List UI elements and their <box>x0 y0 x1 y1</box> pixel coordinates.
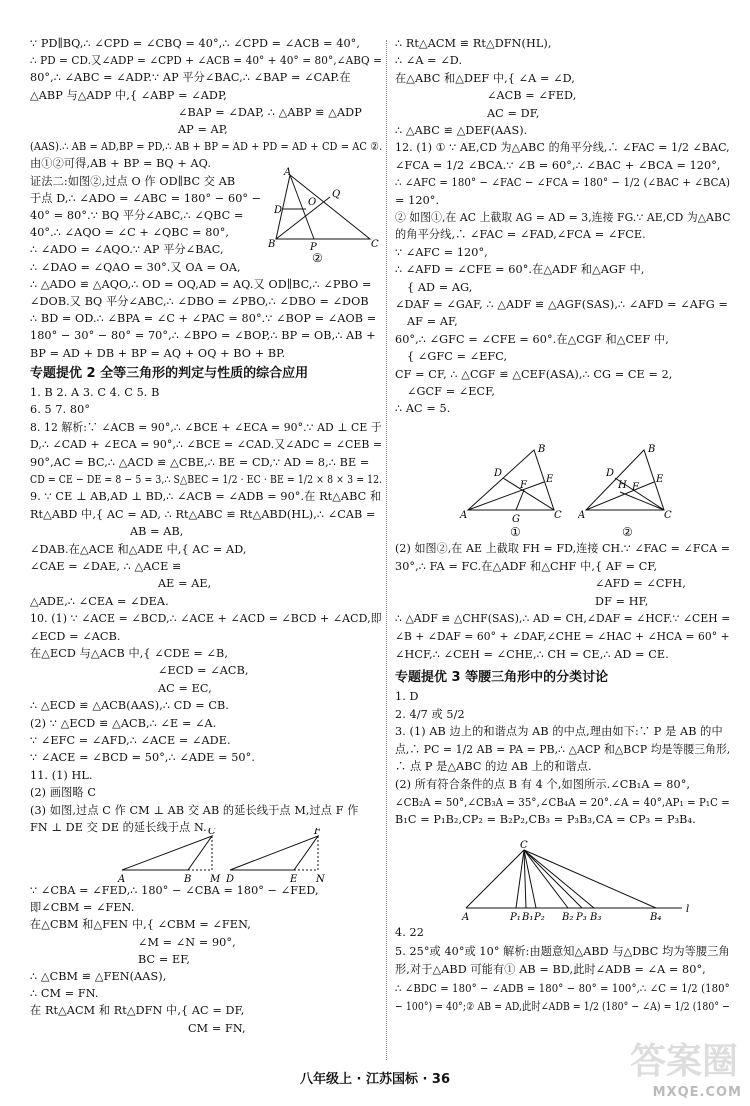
text-line: ∴ ∠A = ∠D. <box>395 54 463 68</box>
text-line: 40°.∴ ∠AQO = ∠C + ∠QBC = 80°, <box>30 226 230 240</box>
text-line: 在△ECD 与△ACB 中,{ ∠CDE = ∠B, <box>30 647 228 660</box>
page-footer: 八年级上 · 江苏国标 · 36 <box>299 1072 451 1087</box>
figure-11 <box>112 828 352 886</box>
text-line: AP = AP, <box>178 123 228 136</box>
fig-label: B₄ <box>650 912 662 923</box>
text-line: ∴ CM = FN. <box>30 987 99 1001</box>
text-line: FN ⊥ DE 交 DE 的延长线于点 N. <box>30 821 207 834</box>
text-line: ∠CB₂A = 50°,∠CB₃A = 35°,∠CB₄A = 20°.∠A = 40°,AP₁ = P₁C = <box>395 795 730 809</box>
text-line: (2) 所有符合条件的点 B 有 4 个,如图所示.∠CB₁A = 80°, <box>395 778 691 791</box>
text-line: D,∴ ∠CAD + ∠ECA = 90°,∴ ∠BCE = ∠CAD.又∠ADC = ∠CEB = <box>30 438 383 452</box>
text-line: 在△CBM 和△FEN 中,{ ∠CBM = ∠FEN, <box>30 918 251 932</box>
text-line: B₁C = P₁B₂,CP₂ = B₂P₂,CB₃ = P₃B₃,CA = CP₃ = P₃B₄. <box>395 813 696 827</box>
watermark: MXQE.COM <box>652 1085 742 1100</box>
text-line: ∠DAF = ∠GAF, ∴ △ADF ≌ △AGF(SAS),∴ ∠AFD = ∠AFG = <box>395 298 728 311</box>
text-line: ∠AFD = ∠CFH, <box>595 577 686 591</box>
fig-label: F <box>520 480 527 491</box>
fig-label: B <box>268 239 276 250</box>
fig-label: H <box>618 480 627 491</box>
text-line: ∠BAP = ∠DAP, ∴ △ABP ≌ △ADP <box>178 105 362 119</box>
text-line: − 100°) = 40°;② AB = AD,此时∠ADB = 1/2 (180° − ∠A) = 1/2 (180° − <box>395 1000 730 1013</box>
text-line: CF = CF, ∴ △CGF ≌ △CEF(ASA),∴ CG = CE = 2, <box>395 367 673 381</box>
text-line: ∠CAE = ∠DAE, ∴ △ACE ≌ <box>30 560 182 573</box>
text-line: (2) 画图略 C <box>30 786 96 800</box>
text-line: 80°,∴ ∠ABC = ∠ADP.∵ AP 平分∠BAC,∴ ∠BAP = ∠CAP.在 <box>30 71 351 85</box>
text-line: 在 Rt△ACM 和 Rt△DFN 中,{ AC = DF, <box>30 1004 245 1018</box>
text-line: { ∠GFC = ∠EFC, <box>407 350 508 364</box>
text-line: AC = EC, <box>158 681 212 695</box>
text-line: ∵ ∠AFC = 120°, <box>395 245 488 259</box>
text-line: ∴ ∠AFC = 180° − ∠FAC − ∠FCA = 180° − 1/2 (∠BAC + ∠BCA) <box>395 176 731 190</box>
text-line: ∴ ∠ADO = ∠AQO.∵ AP 平分∠BAC, <box>30 243 224 257</box>
fig-label: B <box>648 444 656 455</box>
fig-label: B <box>184 874 192 885</box>
text-line: ∠ACB = ∠FED, <box>487 89 577 103</box>
text-line: { AD = AG, <box>407 280 473 294</box>
text-line: 90°,AC = BC,∴ △ACD ≌ △CBE,∴ BE = CD,∵ AD = 8,∴ BE = <box>30 455 370 469</box>
fig-label: A <box>284 167 292 178</box>
fig-caption: ② <box>312 251 323 265</box>
text-line: 的角平分线,∴ ∠FAC = ∠FAD,∠FCA = ∠FCE. <box>395 228 646 242</box>
fig-label: D <box>226 874 235 885</box>
text-line: ∵ ∠EFC = ∠AFD,∴ ∠ACE = ∠ADE. <box>30 734 231 747</box>
text-line: DF = HF, <box>595 594 649 608</box>
fig-label: N <box>316 874 325 885</box>
section-heading: 专题提优 2 全等三角形的判定与性质的综合应用 <box>30 366 309 381</box>
text-line: 形,对于△ABD 可能有① AB = BD,此时∠ADB = ∠A = 80°, <box>395 963 706 976</box>
fig-caption: ② <box>622 525 633 539</box>
text-line: ∠FCA = 1/2 ∠BCA.∵ ∠B = 60°,∴ ∠BAC + ∠BCA = 120°, <box>395 158 721 172</box>
fig-label: B₁ <box>522 912 534 923</box>
fig-label: C <box>554 510 562 521</box>
text-line: (3) 如图,过点 C 作 CM ⊥ AB 交 AB 的延长线于点 M,过点 F 作 <box>30 803 359 817</box>
text-line: (2) 如图②,在 AE 上截取 FH = FD,连接 CH.∵ ∠FAC = ∠FCA = <box>395 542 731 555</box>
text-line: △ADE,∴ ∠CEA = ∠DEA. <box>30 594 169 608</box>
text-line: BC = EF, <box>138 952 191 966</box>
text-line: ∴ ∠AFD = ∠CFE = 60°.在△ADF 和△AGF 中, <box>395 263 645 277</box>
text-line: ∴ △ABC ≌ △DEF(AAS). <box>395 124 528 137</box>
text-line: CD = CE − DE = 8 − 5 = 3,∴ S△BEC = 1/2 · EC · BE = 1/2 × 8 × 3 = 12. <box>30 473 383 486</box>
fig-label: E <box>290 874 298 885</box>
fig-label: F <box>632 482 639 493</box>
figure-12-1 <box>458 444 568 540</box>
text-line: 5. 25°或 40°或 10° 解析:由题意知△ABD 与△DBC 均为等腰三角 <box>395 944 730 958</box>
text-line: ∠B + ∠DAF = 60° + ∠DAF,∠CHE = ∠HAC + ∠HCA = 60° + <box>395 630 730 643</box>
figure-3 <box>460 840 710 924</box>
fig-label: P <box>310 242 317 253</box>
fig-label: P₃ <box>576 912 587 923</box>
text-line: ∠M = ∠N = 90°, <box>138 935 236 949</box>
text-line: 40° = 80°.∵ BQ 平分∠ABC,∴ ∠QBC = <box>30 209 244 222</box>
fig-label: E <box>656 474 664 485</box>
text-line: ∴ ∠DAO = ∠QAO = 30°.又 OA = OA, <box>30 260 241 274</box>
text-line: 证法二:如图②,过点 O 作 OD∥BC 交 AB <box>30 174 236 188</box>
text-line: ∠ECD = ∠ACB. <box>30 629 121 643</box>
text-line: 11. (1) HL. <box>30 768 93 782</box>
text-line: 2. 4/7 或 5/2 <box>395 707 465 721</box>
text-line: 30°,∴ FA = FC.在△ADF 和△CHF 中,{ AF = CF, <box>395 559 658 573</box>
fig-label: F <box>314 828 321 837</box>
text-line: (AAS).∴ AB = AD,BP = PD,∴ AB + BP = AD + PD = AD + CD = AC ②. <box>30 140 383 154</box>
fig-label: E <box>546 474 554 485</box>
figure-left-triangle <box>268 167 380 267</box>
fig-label: O <box>308 197 317 208</box>
fig-label: D <box>274 205 283 216</box>
section-heading: 专题提优 3 等腰三角形中的分类讨论 <box>395 670 609 685</box>
text-line: = 120°. <box>395 193 440 207</box>
fig-label: A <box>118 874 126 885</box>
fig-label: M <box>210 874 221 885</box>
text-line: Rt△ABD 中,{ AC = AD, ∴ Rt△ABC ≌ Rt△ABD(HL),∴ ∠CAB = <box>30 507 376 521</box>
fig-label: Q <box>332 189 341 200</box>
text-line: AB = AB, <box>130 525 184 539</box>
text-line: 6. 5 7. 80° <box>30 403 91 417</box>
text-line: 10. (1) ∵ ∠ACE = ∠BCD,∴ ∠ACE + ∠ACD = ∠BCD + ∠ACD,即 <box>30 612 382 626</box>
text-line: ∵ ∠ACE = ∠BCD = 50°,∴ ∠ADE = 50°. <box>30 751 255 765</box>
fig-label: C <box>371 239 379 250</box>
text-line: ∴ △ECD ≌ △ACB(AAS),∴ CD = CB. <box>30 699 229 713</box>
fig-label: A <box>578 510 586 521</box>
fig-label: l <box>686 904 690 915</box>
text-line: ∠ECD = ∠ACB, <box>158 664 249 678</box>
text-line: 点,∴ PC = 1/2 AB = PA = PB,∴ △ACP 和△BCP 均是等腰三角形, <box>395 742 731 756</box>
fig-caption: ① <box>510 525 521 539</box>
fig-label: A <box>462 912 470 923</box>
text-line: ② 如图①,在 AC 上截取 AG = AD = 3,连接 FG.∵ AE,CD 为△ABC <box>395 211 731 224</box>
text-line: ∴ PD = CD.又∠ADP = ∠CPD + ∠ACB = 40° + 40° = 80°,∠ABQ = <box>30 54 382 68</box>
column-divider <box>386 40 387 1060</box>
text-line: AE = AE, <box>158 577 212 591</box>
text-line: ∠HCF,∴ ∠CEH = ∠CHE,∴ CH = CE,∴ AD = CE. <box>395 647 669 661</box>
text-line: ∴ △ADO ≌ △AQO,∴ OD = OQ,AD = AQ.又 OD∥BC,∴ ∠PBO = <box>30 277 372 291</box>
text-line: AF = AF, <box>407 315 458 329</box>
text-line: ∴ △ADF ≌ △CHF(SAS),∴ AD = CH,∠DAF = ∠HCF.∵ ∠CEH = <box>395 612 731 626</box>
text-line: 1. B 2. A 3. C 4. C 5. B <box>30 386 160 399</box>
fig-label: D <box>606 468 615 479</box>
text-line: 8. 12 解析:∵ ∠ACB = 90°,∴ ∠BCE + ∠ECA = 90°.∵ AD ⊥ CE 于 <box>30 420 382 434</box>
fig-label: C <box>520 840 528 851</box>
text-line: ∠DOB.又 BQ 平分∠ABC,∴ ∠DBO = ∠PBO,∴ ∠DBO = ∠DOB <box>30 295 369 308</box>
text-line: ∠GCF = ∠ECF, <box>407 385 495 398</box>
fig-label: P₂ <box>534 912 545 923</box>
text-line: 60°,∴ ∠GFC = ∠CFE = 60°.在△CGF 和△CEF 中, <box>395 332 669 346</box>
fig-label: C <box>664 510 672 521</box>
text-line: CM = FN, <box>188 1021 246 1035</box>
text-line: 180° − 30° − 80° = 70°,∴ ∠BPO = ∠BOP,∴ BP = OB,∴ AB + <box>30 329 376 343</box>
text-line: 12. (1) ① ∵ AE,CD 为△ABC 的角平分线,∴ ∠FAC = 1/2 ∠BAC, <box>395 141 730 155</box>
text-line: ∴ 点 P 是△ABC 的边 AB 上的和谐点. <box>395 760 592 774</box>
text-line: ∵ PD∥BQ,∴ ∠CPD = ∠CBQ = 40°,∴ ∠CPD = ∠ACB = 40°, <box>30 37 361 50</box>
fig-label: B <box>538 444 546 455</box>
text-line: 9. ∵ CE ⊥ AB,AD ⊥ BD,∴ ∠ACB = ∠ADB = 90°.在 Rt△ABC 和 <box>30 490 382 504</box>
text-line: (2) ∵ △ECD ≌ △ACB,∴ ∠E = ∠A. <box>30 716 217 730</box>
text-line: ∴ BD = OD.∴ ∠BPA = ∠C + ∠PAC = 80°.∵ ∠BOP = ∠AOB = <box>30 312 377 326</box>
text-line: ∴ AC = 5. <box>395 402 451 416</box>
text-line: 3. (1) AB 边上的和谐点为 AB 的中点,理由如下:∵ P 是 AB 的中 <box>395 725 723 739</box>
text-line: 由①②可得,AB + BP = BQ + AQ. <box>30 157 212 171</box>
text-line: ∴ Rt△ACM ≌ Rt△DFN(HL), <box>395 37 552 50</box>
text-line: 于点 D,∴ ∠ADO = ∠ABC = 180° − 60° − <box>30 191 262 205</box>
text-line: ∴ ∠BDC = 180° − ∠ADB = 180° − 80° = 100°,∴ ∠C = 1/2 (180° <box>395 981 730 995</box>
text-line: 4. 22 <box>395 926 424 939</box>
fig-label: P₁ <box>510 912 521 923</box>
fig-label: B₂ <box>562 912 574 923</box>
watermark-logo: 答案圈 <box>629 1041 738 1082</box>
text-line: AC = DF, <box>487 106 540 120</box>
fig-label: C <box>208 828 216 837</box>
text-line: BP = AD + DB + BP = AQ + OQ + BO + BP. <box>30 346 286 360</box>
fig-label: G <box>512 514 520 525</box>
text-line: ∠DAB.在△ACE 和△ADE 中,{ AC = AD, <box>30 542 247 556</box>
text-line: 即∠CBM = ∠FEN. <box>30 901 135 915</box>
text-line: △ABP 与△ADP 中,{ ∠ABP = ∠ADP, <box>30 88 227 102</box>
figure-12-2 <box>578 444 678 540</box>
fig-label: B₃ <box>590 912 602 923</box>
text-line: 1. D <box>395 690 419 703</box>
fig-label: A <box>460 510 468 521</box>
text-line: ∴ △CBM ≌ △FEN(AAS), <box>30 970 167 983</box>
text-line: 在△ABC 和△DEF 中,{ ∠A = ∠D, <box>395 71 575 85</box>
text-line: ∵ ∠CBA = ∠FED,∴ 180° − ∠CBA = 180° − ∠FED, <box>30 884 319 897</box>
fig-label: D <box>494 468 503 479</box>
